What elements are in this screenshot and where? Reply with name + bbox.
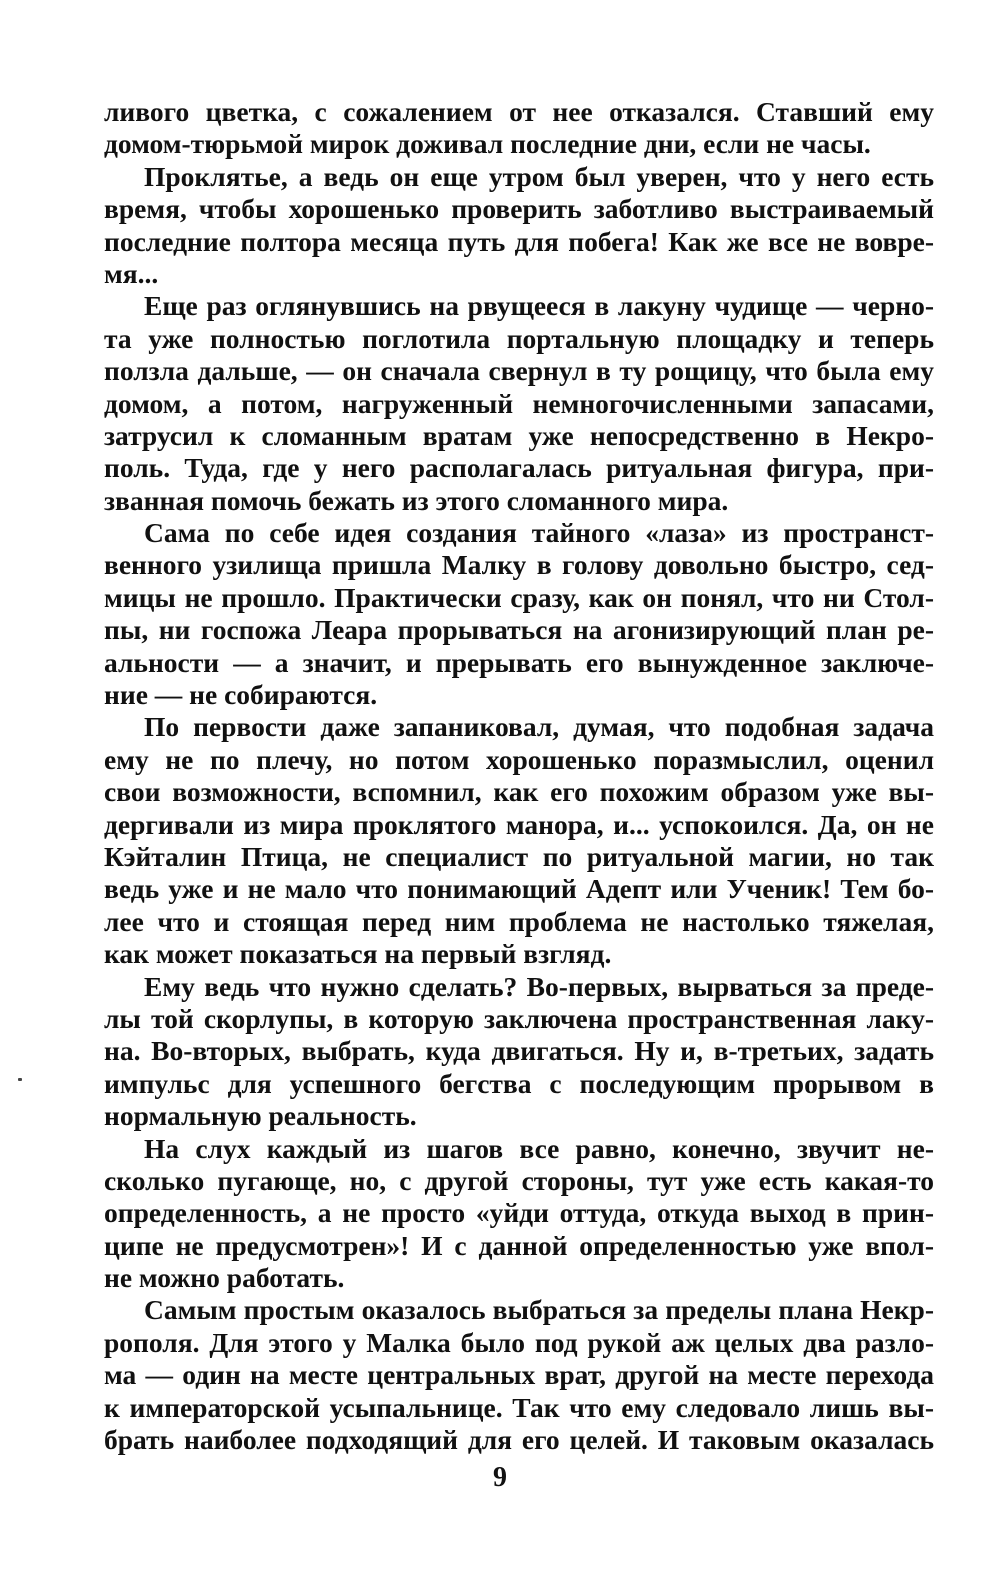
text-line: ципе не предусмотрен»! И с данной определенностью уже впол-: [104, 1229, 934, 1261]
text-line: время, чтобы хорошенько проверить заботливо выстраиваемый: [104, 193, 934, 225]
text-line: как может показаться на первый взгляд.: [104, 938, 612, 970]
text-line: к императорской усыпальнице. Так что ему следовало лишь вы-: [104, 1391, 934, 1423]
page-number: 9: [493, 1462, 507, 1493]
text-line: Кэйталин Птица, не специалист по ритуальной магии, но так: [104, 840, 934, 872]
text-line: рополя. Для этого у Малка было под рукой аж целых два разло-: [104, 1326, 934, 1358]
text-line: брать наиболее подходящий для его целей. И таковым оказалась: [104, 1424, 934, 1456]
text-line: альности — а значит, и прерывать его вынужденное заключе-: [104, 646, 934, 678]
body-text: [104, 96, 934, 1456]
text-line: определенность, а не просто «уйди оттуда, откуда выход в прин-: [104, 1197, 934, 1229]
text-line: ние — не собираются.: [104, 679, 378, 711]
text-line: Еще раз оглянувшись на рвущееся в лакуну чудище — черно-: [144, 290, 934, 322]
text-line: ползла дальше, — он сначала свернул в ту рощицу, что была ему: [104, 355, 934, 387]
text-line: последние полтора месяца путь для побега! Как же все не вовре-: [104, 225, 934, 257]
text-line: Сама по себе идея создания тайного «лаза» из пространст-: [144, 517, 934, 549]
text-line: ему не по плечу, но потом хорошенько поразмыслил, оценил: [104, 743, 934, 775]
text-line: домом, а потом, нагруженный немногочисленными запасами,: [104, 387, 934, 419]
print-speck: [18, 1078, 22, 1081]
text-line: ливого цветка, с сожалением от нее отказался. Ставший ему: [104, 96, 934, 127]
text-line: Ему ведь что нужно сделать? Во-первых, вырваться за преде-: [144, 970, 934, 1002]
text-line: не можно работать.: [104, 1262, 345, 1294]
text-line: на. Во-вторых, выбрать, куда двигаться. Ну и, в-третьих, задать: [104, 1035, 934, 1067]
text-line: поль. Туда, где у него располагалась ритуальная фигура, при-: [104, 452, 934, 484]
text-line: домом-тюрьмой мирок доживал последние дни, если не часы.: [104, 128, 871, 160]
text-line: лее что и стоящая перед ним проблема не настолько тяжелая,: [104, 905, 934, 937]
text-line: По первости даже запаниковал, думая, что подобная задача: [144, 711, 934, 743]
text-line: званная помочь бежать из этого сломанного мира.: [104, 484, 729, 516]
text-line: свои возможности, вспомнил, как его похожим образом уже вы-: [104, 776, 934, 808]
text-line: нормальную реальность.: [104, 1100, 417, 1132]
text-line: венного узилища пришла Малку в голову довольно быстро, сед-: [104, 549, 934, 581]
text-line: та уже полностью поглотила портальную площадку и теперь: [104, 322, 934, 354]
text-line: сколько пугающе, но, с другой стороны, тут уже есть какая-то: [104, 1164, 934, 1196]
text-line: импульс для успешного бегства с последующим прорывом в: [104, 1067, 934, 1099]
text-line: мицы не прошло. Практически сразу, как он понял, что ни Стол-: [104, 581, 934, 613]
text-line: мя...: [104, 257, 159, 289]
text-line: ведь уже и не мало что понимающий Адепт или Ученик! Тем бо-: [104, 873, 934, 905]
text-line: пы, ни госпожа Леара прорываться на агонизирующий план ре-: [104, 614, 934, 646]
text-line: ма — один на месте центральных врат, другой на месте перехода: [104, 1359, 934, 1391]
text-line: лы той скорлупы, в которую заключена пространственная лаку-: [104, 1002, 934, 1034]
text-line: На слух каждый из шагов все равно, конечно, звучит не-: [144, 1132, 934, 1164]
text-line: Проклятье, а ведь он еще утром был уверен, что у него есть: [144, 160, 934, 192]
text-line: дергивали из мира проклятого манора, и... успокоился. Да, он не: [104, 808, 934, 840]
text-line: затрусил к сломанным вратам уже непосредственно в Некро-: [104, 419, 934, 451]
text-line: Самым простым оказалось выбраться за пределы плана Некр-: [144, 1294, 934, 1326]
